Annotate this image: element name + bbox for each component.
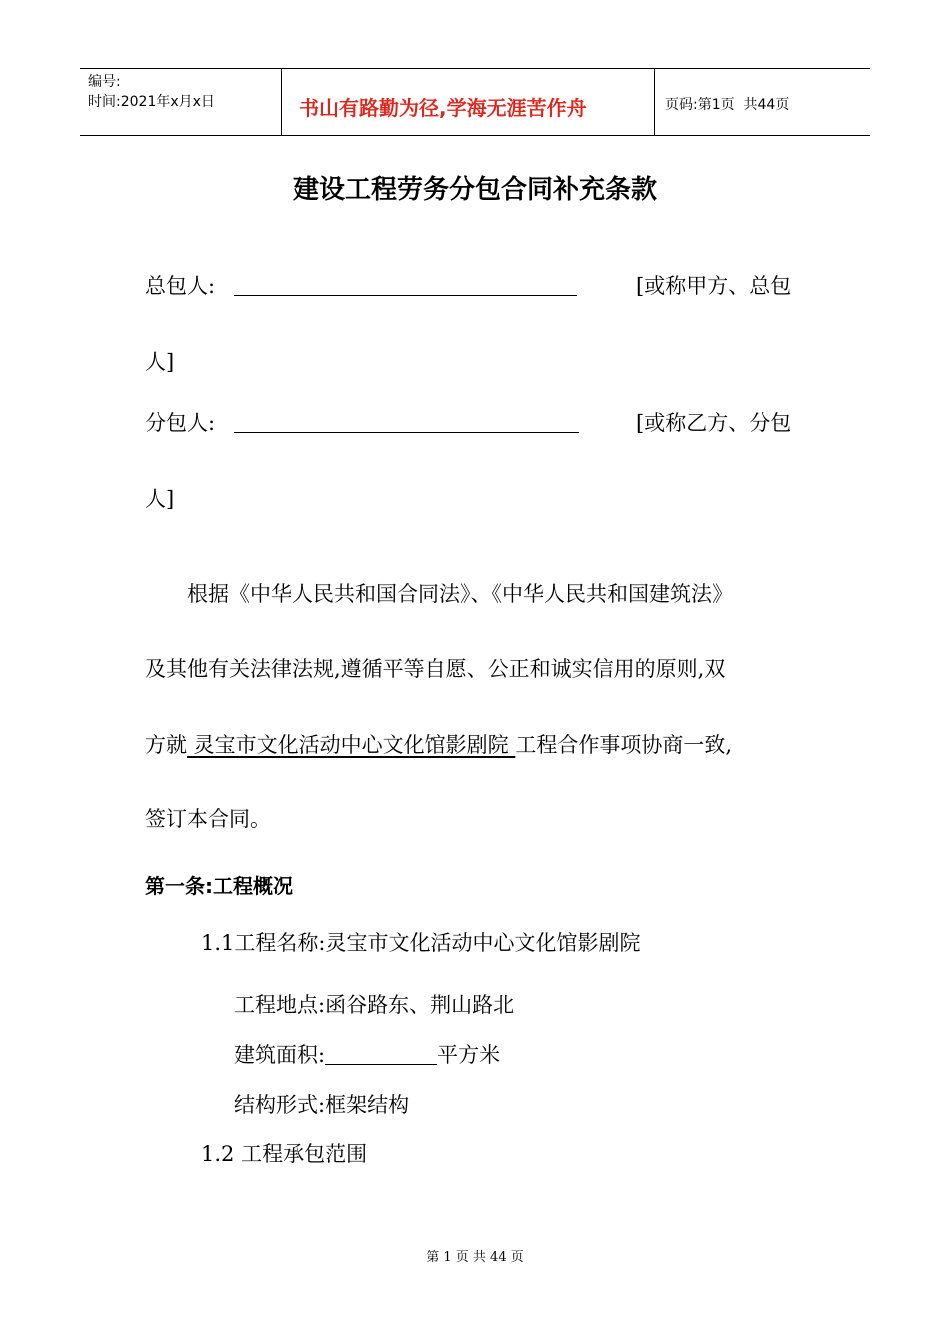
subcontractor-blank	[234, 432, 579, 433]
header-divider-left	[281, 68, 282, 136]
footer-page-number: 第 1 页 共 44 页	[426, 1250, 524, 1265]
building-area-blank	[325, 1044, 437, 1065]
contractor-label: 总包人:	[145, 274, 216, 298]
article-1-heading: 第一条:工程概况	[145, 874, 293, 898]
header-motto: 书山有路勤为径,学海无涯苦作舟	[299, 96, 587, 120]
header-bottom-border	[80, 135, 870, 136]
intro-line-1: 根据《中华人民共和国合同法》、《中华人民共和国建筑法》	[187, 582, 733, 606]
structure-type-line: 结构形式:框架结构	[234, 1093, 410, 1117]
subcontractor-label: 分包人:	[145, 411, 216, 435]
intro-line-3-prefix: 方就	[145, 733, 187, 757]
building-area-line	[234, 1042, 500, 1068]
header-divider-right	[654, 68, 655, 136]
contractor-suffix: [或称甲方、总包	[636, 274, 792, 298]
header-page-info: 页码:第1页 共44页	[665, 97, 790, 113]
project-name-line: 1.1工程名称:灵宝市文化活动中心文化馆影剧院	[201, 931, 641, 955]
project-name-filled: 灵宝市文化活动中心文化馆影剧院	[187, 733, 516, 757]
contractor-blank	[234, 295, 577, 296]
header-serial-label: 编号:	[88, 74, 121, 90]
contractor-tail: 人]	[145, 350, 175, 374]
intro-line-3	[145, 732, 732, 758]
building-area-label: 建筑面积:	[234, 1043, 326, 1067]
intro-line-4: 签订本合同。	[145, 807, 271, 831]
subcontractor-suffix: [或称乙方、分包	[636, 411, 792, 435]
header-date-label: 时间:2021年x月x日	[88, 94, 215, 110]
intro-line-2: 及其他有关法律法规,遵循平等自愿、公正和诚实信用的原则,双	[145, 657, 726, 681]
subcontractor-tail: 人]	[145, 487, 175, 511]
project-location-line: 工程地点:函谷路东、荆山路北	[234, 993, 515, 1017]
intro-line-3-suffix: 工程合作事项协商一致,	[515, 733, 733, 757]
contract-scope-line: 1.2 工程承包范围	[201, 1142, 368, 1166]
header-top-border	[80, 68, 870, 69]
document-title: 建设工程劳务分包合同补充条款	[292, 175, 657, 205]
building-area-unit: 平方米	[437, 1043, 501, 1067]
